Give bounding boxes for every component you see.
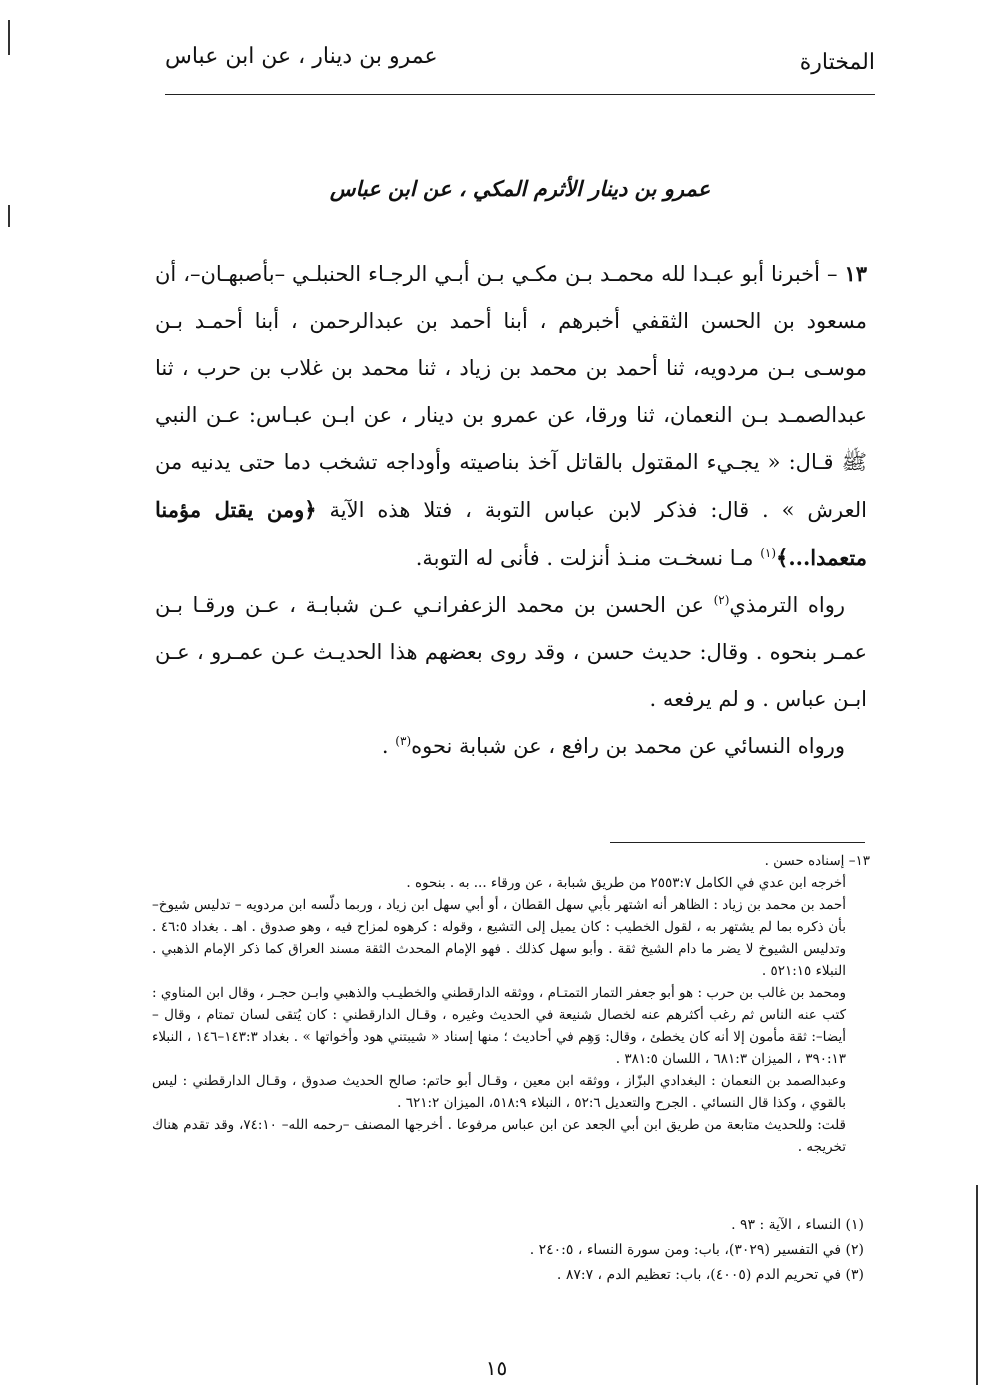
commentary-notes bbox=[152, 850, 870, 1158]
scan-margin-mark bbox=[976, 1185, 978, 1385]
footnote-ref-1[interactable]: (١) bbox=[760, 546, 777, 560]
footnote-separator bbox=[610, 842, 865, 843]
footnote-ref-3[interactable]: (٣) bbox=[395, 734, 412, 748]
note-line: أحمد بن محمد بن زياد : الظاهر أنه اشتهر بأبي سهل القطان ، أو أبي سهل ابن زياد ، وربما دلّسه ابن مردويه – تدليس شيوخ– بأن ذكره بما لم يشتهر به ، لقول الخطيب : كان يميل إلى التشيع ، وقوله : كرهوه لمزاح فيه ، وهو صدوق . اهـ . بغداد ٤٦:٥ . وتدليس الشيوخ لا يضر ما دام الشيخ ثقة . وأبو سهل كذلك . فهو الإمام المحدث الثقة مسند العراق كما ذكر الإمام الذهبي . النبلاء ٥٢١:١٥ . bbox=[152, 897, 846, 979]
note-line: قلت: وللحديث متابعة من طريق ابن أبي الجعد عن ابن عباس مرفوعا . أخرجها المصنف –رحمه الله– ٧٤:١٠، وقد تقدم هناك تخريجه . bbox=[152, 1117, 846, 1155]
footnotes bbox=[152, 1213, 870, 1288]
note-line: أخرجه ابن عدي في الكامل ٢٥٥٣:٧ من طريق شبابة ، عن ورقاء ... به . بنحوه . bbox=[406, 875, 846, 891]
scan-margin-mark bbox=[8, 20, 10, 55]
footnote-2: (٢) في التفسير (٣٠٢٩)، باب: ومن سورة النساء ، ٢٤٠:٥ . bbox=[529, 1242, 864, 1258]
note-line: ومحمد بن غالب بن حرب : هو أبو جعفر التمار التمتـام ، ووثقه الدارقطني والخطيـب والذهبي وابـن حجـر ، وقال ابن المناوي : كتب عنه الناس ثم رغب أكثرهم عنه لخصال شنيعة في الحديث وغيره ، وقـال الدارقطني : كان يُتقى لسان تمتام ، وقال –أيضا–: ثقة مأمون إلا أنه كان يخطئ ، وقال: وَهِم في أحاديث ؛ منها إسناد « شيبتني هود وأخواتها » . بغداد ١٤٣:٣–١٤٦ ، النبلاء ٣٩٠:١٣ ، الميزان ٦٨١:٣ ، اللسان ٣٨١:٥ . bbox=[152, 985, 846, 1067]
header-chapter-title: عمرو بن دينار ، عن ابن عباس bbox=[165, 44, 438, 69]
note-line: ١٣– إسناده حسن . bbox=[764, 853, 870, 869]
hadith-text-end: مـا نسخـت منـذ أنزلت . فأنى له التوبة. bbox=[415, 546, 754, 570]
note-line: وعبدالصمد بن النعمان : البغدادي البزّاز ، ووثقه ابن معين ، وقـال أبو حاتم: صالح الحديث صدوق ، وقـال الدارقطني : ليس بالقوي ، وكذا قال النسائي . الجرح والتعديل ٥٢:٦ ، النبلاء ٥١٨:٩، الميزان ٦٢١:٢ . bbox=[152, 1073, 846, 1111]
footnote-1: (١) النساء ، الآية : ٩٣ . bbox=[731, 1217, 864, 1233]
section-title: عمرو بن دينار الأثرم المكي ، عن ابن عباس bbox=[329, 176, 711, 201]
scan-margin-mark bbox=[8, 205, 10, 227]
hadith-number: ١٣ bbox=[844, 261, 867, 286]
quran-verse: ﴿ومن يقتل مؤمنا متعمدا...﴾ bbox=[155, 497, 867, 570]
footnote-3: (٣) في تحريم الدم (٤٠٠٥)، باب: تعظيم الدم ، ٨٧:٧ . bbox=[556, 1267, 864, 1283]
header-book-title: المختارة bbox=[799, 50, 875, 75]
takhrij-paragraph bbox=[155, 582, 867, 723]
nasai-paragraph bbox=[155, 723, 867, 770]
page-number: ١٥ bbox=[485, 1356, 508, 1380]
nasai-text: ورواه النسائي عن محمد بن رافع ، عن شبابة نحوه bbox=[411, 734, 845, 758]
footnote-ref-2[interactable]: (٢) bbox=[713, 593, 730, 607]
hadith-paragraph bbox=[155, 250, 867, 582]
nasai-end: . bbox=[381, 734, 389, 758]
takhrij-start: رواه الترمذي bbox=[729, 593, 845, 617]
hadith-text: – أخبرنا أبو عبـدا لله محمـد بـن مكـي بـن أبـي الرجـاء الحنبلـي –بأصبهـان–، أن مسعود بن الحسن الثقفي أخبرهم ، أبنا أحمد بن عبدالرحمن ، أبنا أحمـد بـن موسـى بـن مردويه، ثنا أحمد بن محمد بن زياد ، ثنا محمد بن غلاب بن حرب ، ثنا عبدالصمـد بـن النعمان، ثنا ورقا، عن عمرو بن دينار ، عن ابـن عبـاس: عـن النبي ﷺ قـال: « يجـيء المقتول بالقاتل آخذ بناصيته وأوداجه تشخب دما حتى يدنيه من العرش » . قال: فذكر لابن عباس التوبة ، فتلا هذه الآية bbox=[155, 262, 867, 522]
hadith-body bbox=[155, 250, 867, 770]
header-rule bbox=[165, 94, 875, 95]
running-header bbox=[165, 38, 875, 92]
takhrij-text: عن الحسن بن محمد الزعفرانـي عـن شبابـة ، عـن ورقـا بـن عمـر بنحوه . وقال: حديث حسن ، وقد روى بعضهم هذا الحديـث عـن عمـرو ، عـن ابـن عباس . و لم يرفعه . bbox=[155, 593, 867, 711]
